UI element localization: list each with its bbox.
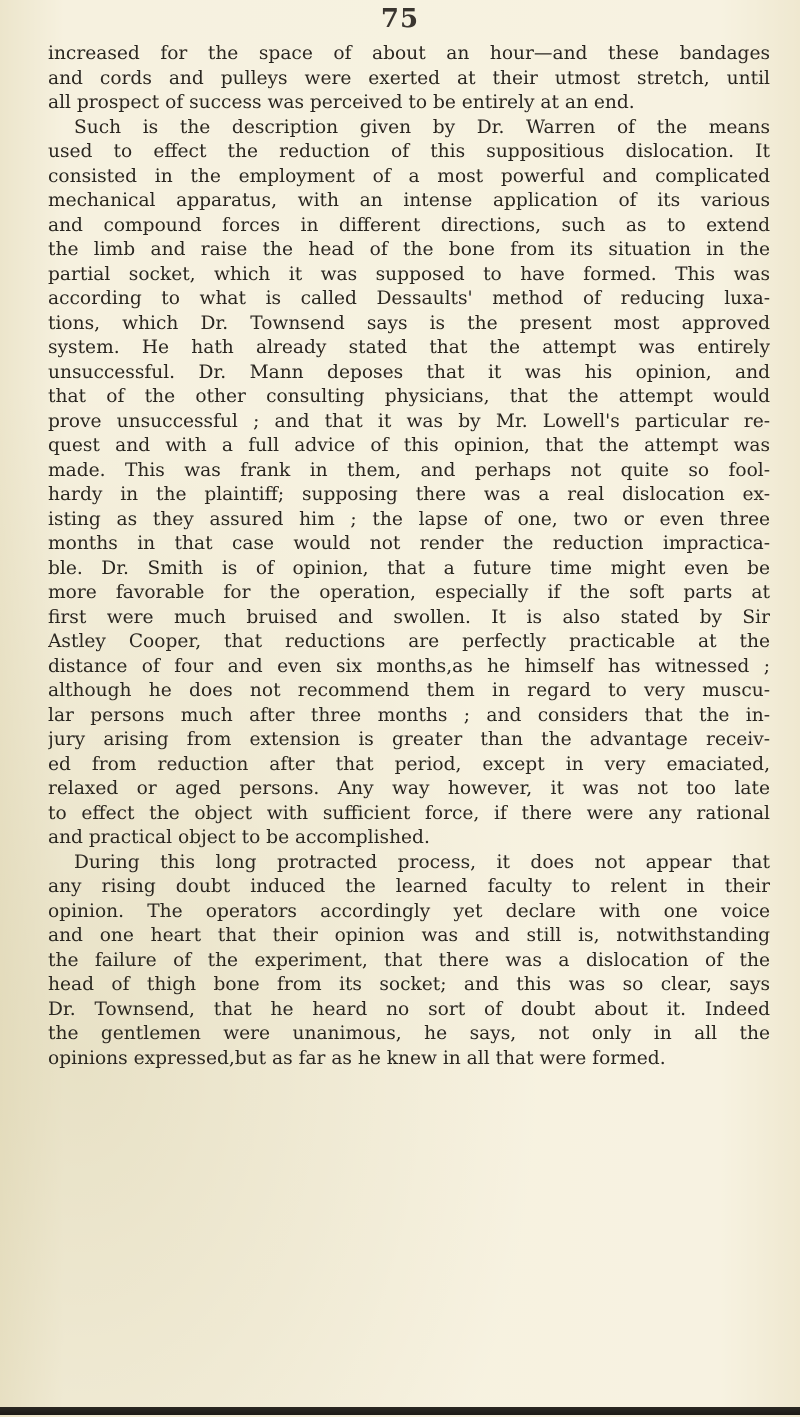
text-line: During this long protracted process, it does not appear that xyxy=(74,851,770,873)
text-line: relaxed or aged persons. Any way however, it was not too late xyxy=(48,778,770,799)
text-line: Astley Cooper, that reductions are perfectly practicable at the xyxy=(48,631,770,652)
text-line: according to what is called Dessaults' method of reducing luxa- xyxy=(48,288,770,309)
text-line: prove unsuccessful ; and that it was by Mr. Lowell's particular re- xyxy=(48,410,770,432)
text-line: Such is the description given by Dr. Warren of the means xyxy=(74,116,770,138)
text-line: head of thigh bone from its socket; and this was so clear, says xyxy=(48,974,770,995)
text-line: partial socket, which it was supposed to have formed. This was xyxy=(48,263,770,285)
text-line: mechanical apparatus, with an intense application of its various xyxy=(48,190,770,211)
text-line: and cords and pulleys were exerted at their utmost stretch, until xyxy=(48,67,770,89)
text-line: distance of four and even six months,as he himself has witnessed ; xyxy=(48,655,770,677)
text-line: the gentlemen were unanimous, he says, not only in all the xyxy=(48,1023,770,1044)
text-line: consisted in the employment of a most powerful and complicated xyxy=(48,165,770,187)
text-line: opinions expressed,but as far as he knew in all that were formed. xyxy=(48,1047,666,1069)
text-line: Dr. Townsend, that he heard no sort of doubt about it. Indeed xyxy=(48,998,770,1020)
text-line: tions, which Dr. Townsend says is the present most approved xyxy=(48,312,770,334)
text-line: increased for the space of about an hour—and these bandages xyxy=(48,43,770,64)
text-line: the limb and raise the head of the bone from its situation in the xyxy=(48,239,770,260)
page-number: 75 xyxy=(380,4,420,34)
text-line: hardy in the plaintiff; supposing there was a real dislocation ex- xyxy=(48,484,770,505)
text-line: although he does not recommend them in regard to very muscu- xyxy=(48,680,770,701)
text-line: months in that case would not render the reduction impractica- xyxy=(48,533,770,554)
text-line: ble. Dr. Smith is of opinion, that a future time might even be xyxy=(48,557,770,579)
text-line: used to effect the reduction of this suppositious dislocation. It xyxy=(48,141,770,162)
text-line: unsuccessful. Dr. Mann deposes that it was his opinion, and xyxy=(48,361,770,383)
text-line: quest and with a full advice of this opinion, that the attempt was xyxy=(48,435,770,456)
text-line: all prospect of success was perceived to be entirely at an end. xyxy=(48,92,635,113)
body-text xyxy=(48,42,770,1071)
text-line: system. He hath already stated that the attempt was entirely xyxy=(48,337,770,358)
text-line: any rising doubt induced the learned faculty to relent in their xyxy=(48,876,770,897)
text-line: to effect the object with sufficient force, if there were any rational xyxy=(48,802,770,824)
text-line: jury arising from extension is greater than the advantage receiv- xyxy=(48,729,770,750)
text-line: isting as they assured him ; the lapse of one, two or even three xyxy=(48,508,770,530)
text-line: more favorable for the operation, especially if the soft parts at xyxy=(48,582,770,603)
text-line: first were much bruised and swollen. It is also stated by Sir xyxy=(48,606,770,628)
text-line: lar persons much after three months ; and considers that the in- xyxy=(48,704,770,726)
text-line: and practical object to be accomplished. xyxy=(48,827,430,848)
text-line: ed from reduction after that period, except in very emaciated, xyxy=(48,753,770,775)
text-line: opinion. The operators accordingly yet declare with one voice xyxy=(48,900,770,922)
text-line: made. This was frank in them, and perhaps not quite so fool- xyxy=(48,459,770,481)
text-line: the failure of the experiment, that there was a dislocation of the xyxy=(48,949,770,971)
text-line: and compound forces in different directions, such as to extend xyxy=(48,214,770,236)
text-line: that of the other consulting physicians, that the attempt would xyxy=(48,386,770,407)
text-line: and one heart that their opinion was and still is, notwithstanding xyxy=(48,925,770,946)
page-bottom-edge xyxy=(0,1407,800,1415)
